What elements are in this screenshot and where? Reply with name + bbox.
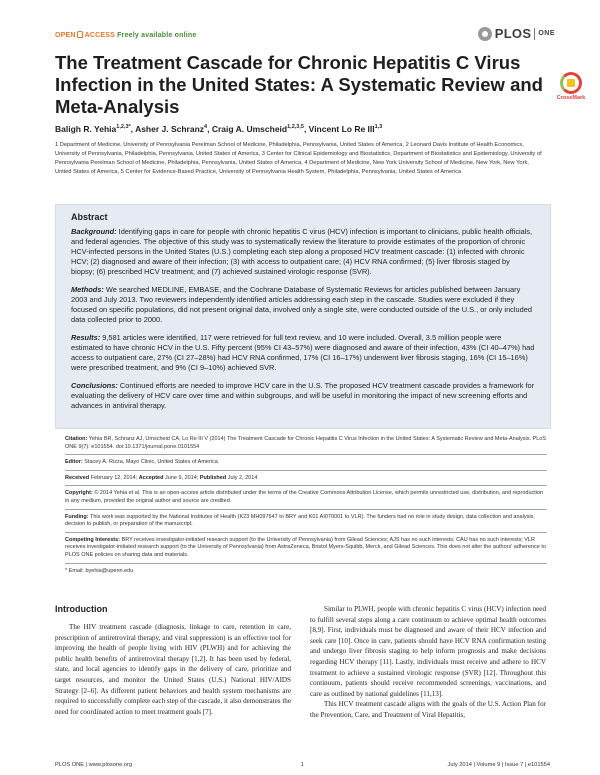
article-title: The Treatment Cascade for Chronic Hepatitis C Virus Infection in the United States: A Systematic Review and Meta-Analysis [55,52,543,117]
author-affiliation-marker: 1,3 [374,124,383,131]
results-label: Results: [71,333,101,342]
background-text: Identifying gaps in care for people with chronic hepatitis C virus (HCV) infection is important to clinicians, public health officials, and federal agencies. The objective of this study was to systematically review the literature to provide estimates of the proportion of chronic HCV-infected persons in the United States (U.S.) completing each step along a proposed HCV treatment cascade: (1) infected with chronic HCV; (2) diagnosed and aware of their infection; (3) with access to outpatient care; (4) HCV RNA confirmed; (5) liver fibrosis staged by biopsy; (6) prescribed HCV treatment; and (7) achieved sustained virologic response (SVR). [71,227,533,276]
citation-label: Citation: [65,436,88,442]
competing-text: BRY receives investigator-initiated research support (to the University of Pennsylvania) from Gilead Sciences; AJS has no such interests; CAU has no such interests; VLR receives investigator-initiated research support (to the University of Pennsylvania) from AstraZeneca, Bristol Myers-Squibb, Merck, and Gilead Sciences. This does not alter the authors' adherence to PLOS ONE policies on sharing data and materials. [65,536,546,558]
metadata-divider [65,563,547,564]
body-column-right [310,604,546,721]
abstract-methods [71,285,535,325]
published-date: July 2, 2014 [227,474,258,481]
metadata-divider [65,532,547,533]
author-affiliation-marker: 1,2,3,5 [287,124,304,131]
introduction-heading: Introduction [55,604,108,614]
intro-paragraph: Similar to PLWH, people with chronic hepatitis C virus (HCV) infection need to fulfill several steps along a care continuum to achieve optimal health outcomes [8,9]. First, individuals must be diagnosed and aware of their HCV infection and seek care [10]. Once in care, patients should have HCV RNA confirmation testing and undergo liver fibrosis staging to help inform prognosis and make decisions regarding HCV therapy [11]. Lastly, individuals must receive and adhere to HCV treatment to achieve a sustained virologic response (SVR) [12]. Throughout this continuum, patients should receive recommended screenings, vaccinations, and care as outlined by national guidelines [11,13]. [310,605,546,698]
journal-header [55,28,555,46]
body-column-left [55,604,291,717]
abstract-results [71,333,535,373]
funding-text: This work was supported by the National Institutes of Health (K23 MH097647 to BRY and K01 AI070001 to VLR). The funders had no role in study design, data collection and analysis, decision to publish, or preparation of the manuscript. [65,513,535,528]
author-name: Asher J. Schranz [135,124,205,134]
editor-text: Stacey A. Rizza, Mayo Clinic, United States of America [84,459,218,466]
editor-label: Editor: [65,459,83,466]
conclusions-label: Conclusions: [71,381,118,390]
received-label: Received [65,474,90,481]
page-number: 1 [300,762,305,768]
abstract-box [55,204,551,429]
footer-journal-site: PLOS ONE | www.plosone.org [55,762,133,768]
author-name: Baligh R. Yehia [55,124,117,134]
conclusions-text: Continued efforts are needed to improve HCV care in the U.S. The proposed HCV treatment cascade provides a framework for evaluating the delivery of HCV care over time and within subgroups, and will be useful in monitoring the impact of new screening efforts and advances in antiviral therapy. [71,381,535,410]
crossmark-badge[interactable] [553,72,589,101]
metadata-divider [65,470,547,471]
author-name: Vincent Lo Re III [308,124,375,134]
open-access-lock-icon [77,31,83,38]
funding [65,514,547,529]
open-label: OPEN [55,32,76,39]
abstract-conclusions [71,381,535,411]
open-access-banner [55,31,196,39]
funding-label: Funding: [65,513,89,520]
author-affiliations: 1 Department of Medicine, University of Pennsylvania Perelman School of Medicine, Philadelphia, Pennsylvania, United States of America, 2 Leonard Davis Institute of Health Economics, University of Pennsylvania, Philadelphia, Pennsylvania, United States of America, 3 Center for Clinical Epidemiology and Biostatistics, Department of Biostatistics and Epidemiology, University of Pennsylvania Perelman School of Medicine, Philadelphia, Pennsylvania, United States of America, 4 Department of Medicine, New York University School of Medicine, New York, New York, United States of America, 5 Center for Evidence-Based Practice, University of Pennsylvania Health System, Philadelphia, Pennsylvania, United States of America [55,142,542,176]
copyright [65,490,547,505]
author-affiliation-marker: 4 [204,124,208,131]
competing-label: Competing Interests: [65,536,121,543]
intro-paragraph: This HCV treatment cascade aligns with the goals of the U.S. Action Plan for the Prevention, Care, and Treatment of Viral Hepatitis, [310,700,546,719]
access-label: ACCESS [84,32,116,39]
background-label: Background: [71,227,117,236]
editor [65,459,547,467]
citation-text: Yehia BR, Schranz AJ, Umscheid CA, Lo Re III V (2014) The Treatment Cascade for Chronic Hepatitis C Virus Infection in the United States: A Systematic Review and Meta-Analysis. PLoS ONE 9(7): e101554. doi:10.1371/journal.pone.0101554 [65,436,546,450]
author-list: Baligh R. Yehia$^{1,2,3*}$, Asher J. Schranz$^4$, Craig A. Umscheid$^{1,2,3,5}$, Vincent Lo Re III$^{1,3}$ [55,124,383,134]
copyright-text: © 2014 Yehia et al. This is an open-access article distributed under the terms of the Creative Commons Attribution License, which permits unrestricted use, distribution, and reproduction in any medium, provided the original author and source are credited. [65,490,544,504]
accepted-label: Accepted [138,474,164,481]
footer-issue-info: July 2014 | Volume 9 | Issue 7 | e101554 [447,762,550,768]
methods-label: Methods: [71,285,104,294]
freely-available-label: Freely available online [117,32,197,39]
plos-brand: PLOS [494,26,532,41]
metadata-divider [65,485,547,486]
article-metadata [65,436,547,578]
logo-divider [534,28,535,40]
crossmark-icon [560,72,582,94]
copyright-label: Copyright: [65,490,93,497]
metadata-divider [65,509,547,510]
plos-logo-icon [478,27,492,41]
journal-name: ONE [538,30,555,37]
plos-one-logo [478,26,555,41]
intro-paragraph: The HIV treatment cascade (diagnosis, linkage to care, retention in care, prescription of antiretroviral therapy, and viral suppression) is an effective tool for improving the health of people living with HIV (PLWH) and for achieving the public health benefits of antiretroviral therapy [1,2]. It has been used by federal, state, and local agencies to identify gaps in the delivery of care, prioritize and target resources, and monitor the United States (U.S.) National HIV/AIDS Strategy [2–6]. As different patient behaviors and health system mechanisms are required to successfully complete each step of the cascade, it also demonstrates the need for coordinated action to meet treatment goals [7]. [55,623,291,716]
author-name: Craig A. Umscheid [211,124,288,134]
competing-interests [65,537,547,560]
dates [65,475,547,483]
crossmark-label: CrossMark [556,95,586,101]
author-affiliation-marker: 1,2,3* [116,124,131,131]
abstract-heading: Abstract [71,212,108,222]
abstract-background [71,227,535,277]
methods-text: We searched MEDLINE, EMBASE, and the Cochrane Database of Systematic Reviews for articles published between January 2003 and July 2013. Two reviewers independently identified articles addressing each step in the cascade. Studies were excluded if they focused on specific populations, did not present original data, involved only a single site, were conducted outside of the U.S., or only included data collected prior to 2000. [71,285,532,324]
corresponding-email[interactable]: * Email: byehia@upenn.edu [65,567,134,574]
metadata-divider [65,454,547,455]
received-date: February 12, 2014; [90,474,138,481]
accepted-date: June 9, 2014; [165,474,199,481]
published-label: Published [199,474,227,481]
results-text: 9,581 articles were identified, 117 were retrieved for full text review, and 10 were included. Overall, 3.5 million people were estimated to have chronic HCV in the U.S. Fifty percent (95% CI 43–57%) were diagnosed and aware of their infection, 43% (CI 40–47%) had access to outpatient care, 27% (CI 27–28%) had HCV RNA confirmed, 17% (CI 16–17%) underwent liver fibrosis staging, 16% (CI 15–16%) were prescribed treatment, and 9% (CI 9–10%) achieved SVR. [71,333,535,372]
citation [65,436,547,451]
